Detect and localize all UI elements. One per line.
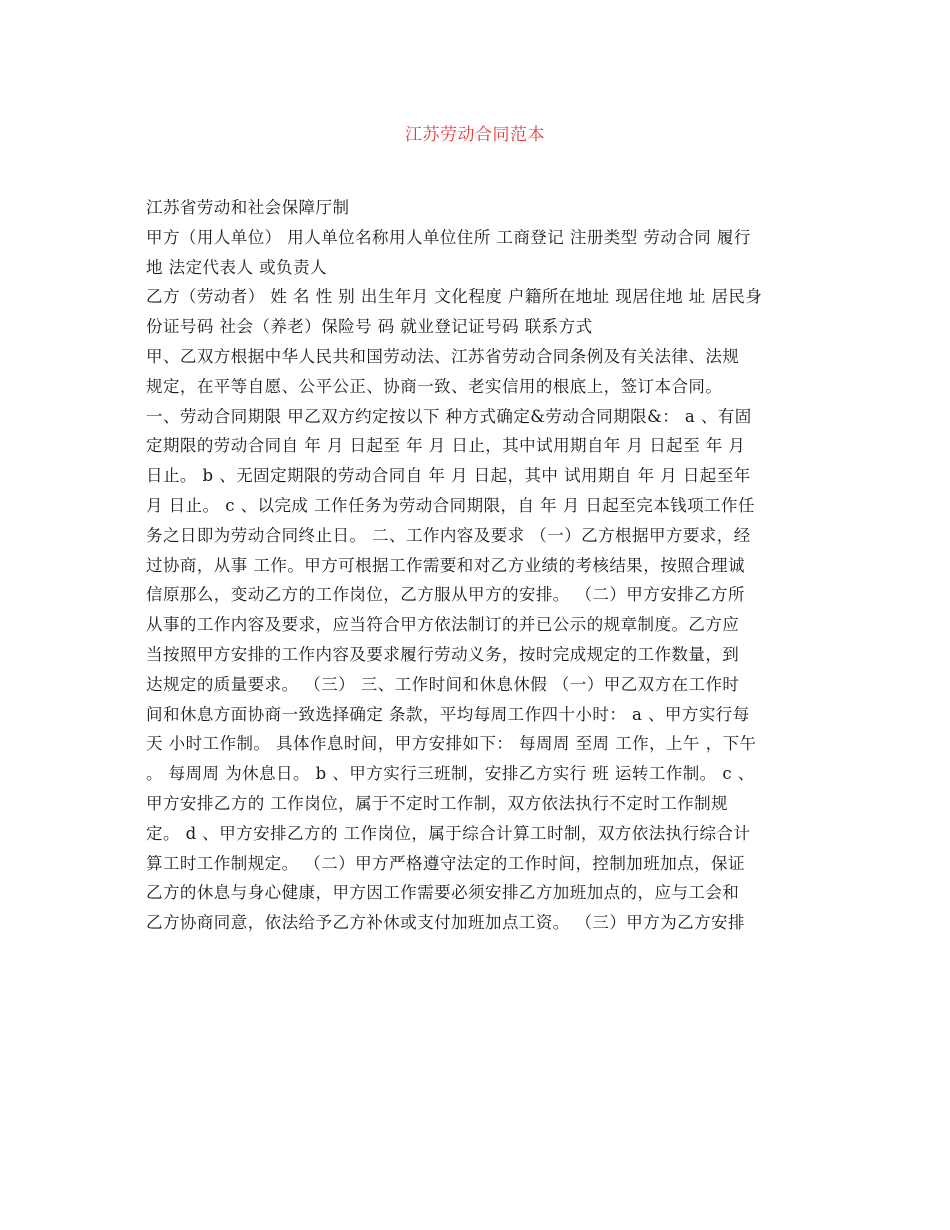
body-line: 定期限的劳动合同自 年 月 日起至 年 月 日止，其中试用期自年 月 日起至 年 月 (146, 436, 746, 456)
body-line: 日止。 b 、无固定期限的劳动合同自 年 月 日起，其中 试用期自 年 月 日起至年 (146, 466, 751, 486)
document-body (146, 193, 811, 938)
body-line: 乙方的休息与身心健康，甲方因工作需要必须安排乙方加班加点的，应与工会和 (146, 883, 740, 903)
body-line: 务之日即为劳动合同终止日。 二、工作内容及要求 （一）乙方根据甲方要求，经 (146, 525, 751, 545)
body-line: 一、劳动合同期限 甲乙双方约定按以下 种方式确定&劳动合同期限&： a 、有固 (146, 406, 752, 426)
body-line: 过协商，从事 工作。甲方可根据工作需要和对乙方业绩的考核结果，按照合理诚 (146, 555, 745, 575)
body-line: 甲、乙双方根据中华人民共和国劳动法、江苏省劳动合同条例及有关法律、法规 (146, 346, 740, 366)
body-line: 间和休息方面协商一致选择确定 条款，平均每周工作四十小时： a 、甲方实行每 (146, 704, 750, 724)
body-line: 。 每周周 为休息日。 b 、甲方实行三班制，安排乙方实行 班 运转工作制。 c 、 (146, 764, 755, 784)
body-line: 地 法定代表人 或负责人 (146, 257, 327, 277)
body-line: 乙方（劳动者） 姓 名 性 别 出生年月 文化程度 户籍所在地址 现居住地 址 居民身 (146, 287, 763, 307)
body-line: 从事的工作内容及要求，应当符合甲方依法制订的并已公示的规章制度。乙方应 (146, 615, 740, 635)
body-line: 算工时工作制规定。 （二）甲方严格遵守法定的工作时间，控制加班加点，保证 (146, 853, 745, 873)
body-line: 信原那么，变动乙方的工作岗位，乙方服从甲方的安排。 （二）甲方安排乙方所 (146, 585, 745, 605)
body-line: 当按照甲方安排的工作内容及要求履行劳动义务，按时完成规定的工作数量，到 (146, 644, 740, 664)
body-line: 甲方安排乙方的 工作岗位，属于不定时工作制，双方依法执行不定时工作制规 (146, 793, 728, 813)
body-line: 天 小时工作制。 具体作息时间，甲方安排如下： 每周周 至周 工作，上午 ，下午 (146, 734, 757, 754)
body-line: 份证号码 社会（养老）保险号 码 就业登记证号码 联系方式 (146, 317, 593, 337)
body-line: 定。 d 、甲方安排乙方的 工作岗位，属于综合计算工时制，双方依法执行综合计 (146, 823, 751, 843)
body-line: 达规定的质量要求。 （三） 三、工作时间和休息休假 （一）甲乙双方在工作时 (146, 674, 740, 694)
body-line: 规定，在平等自愿、公平公正、协商一致、老实信用的根底上，签订本合同。 (146, 376, 723, 396)
document-title: 江苏劳动合同范本 (405, 125, 545, 145)
body-line: 甲方（用人单位） 用人单位名称用人单位住所 工商登记 注册类型 劳动合同 履行 (146, 227, 751, 247)
body-line: 江苏省劳动和社会保障厅制 (146, 198, 350, 217)
body-line: 乙方协商同意，依法给予乙方补休或支付加班加点工资。 （三）甲方为乙方安排 (146, 913, 745, 933)
body-line: 月 日止。 c 、以完成 工作任务为劳动合同期限，自 年 月 日起至完本钱项工作任 (146, 495, 755, 515)
